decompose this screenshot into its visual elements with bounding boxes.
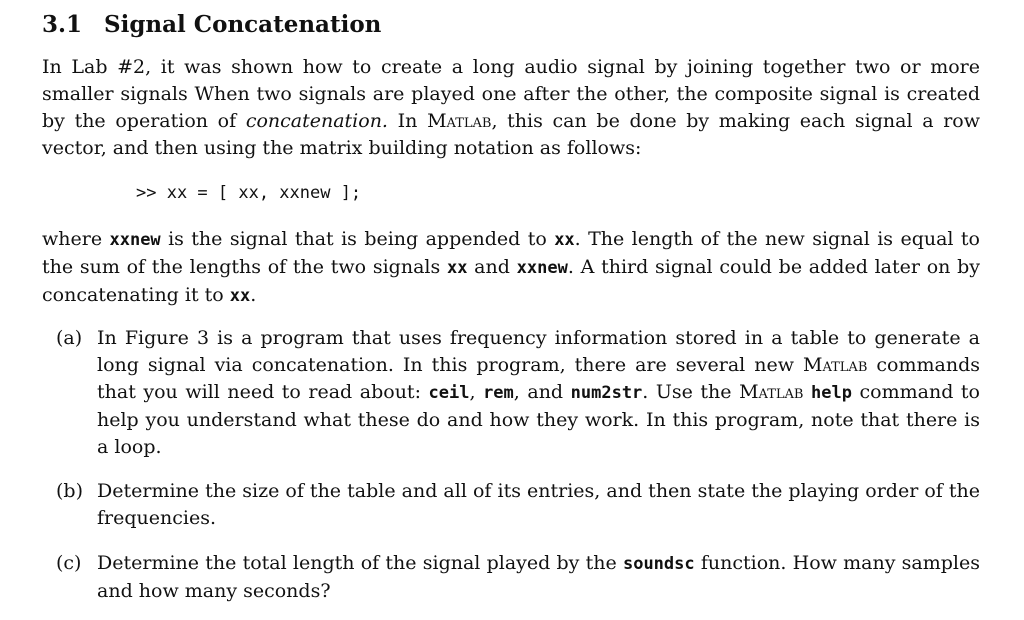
intro-text-5: , this can be done by making each signal a row vector, and then using the matrix building notation as follows: xyxy=(42,110,980,159)
after-text-3: . The length of the new signal is equal to the sum of the lengths of the two signals xyxy=(42,228,980,278)
explanation-paragraph xyxy=(42,226,980,310)
code-xxnew: xxnew xyxy=(516,258,568,278)
intro-paragraph xyxy=(42,54,980,162)
after-text-6: . xyxy=(250,284,257,306)
code-xx: xx xyxy=(554,230,575,250)
after-text-2: is the signal that is being appended to xyxy=(160,228,555,250)
code-help: help xyxy=(811,383,852,403)
intro-matlab: Matlab xyxy=(427,110,492,132)
code-ceil: ceil xyxy=(428,383,470,403)
section-heading xyxy=(42,10,381,40)
item-text: Determine the size of the table and all of its entries, and then state the playing order of the frequencies. xyxy=(97,480,980,529)
section-number: 3.1 xyxy=(42,11,83,38)
code-xx: xx xyxy=(446,258,468,278)
item-label: (c) xyxy=(56,552,82,574)
intro-text-1: In Lab #2, it was shown how to create a long audio signal by joining together two or more smaller signals When two signals are played one after the other, the composite signal is created by the operation of xyxy=(42,56,980,132)
after-text-5: . A third signal could be added later on by concatenating it to xyxy=(42,256,980,306)
after-text-4: and xyxy=(467,256,517,278)
code-xx: xx xyxy=(229,286,251,306)
intro-text-3: In xyxy=(387,110,428,132)
item-label: (b) xyxy=(56,480,83,502)
code-soundsc: soundsc xyxy=(622,554,695,574)
code-num2str: num2str xyxy=(570,383,643,403)
item-label: (a) xyxy=(56,327,83,349)
code-xxnew: xxnew xyxy=(109,230,161,250)
item-text: Determine the total length of the signal played by the soundsc function. How many samples and how many seconds? xyxy=(97,552,980,602)
code-example: >> xx = [ xx, xxnew ]; xyxy=(136,183,362,203)
item-text: In Figure 3 is a program that uses frequency information stored in a table to generate a long signal via concatenation. In this program, there are several new Matlab commands that you will need to read about: ceil, rem, and num2str. Use the Matlab help command to help you understand what these do and how they work. In this program, note that there is a loop. xyxy=(97,327,980,458)
after-text-1: where xyxy=(42,228,110,250)
code-rem: rem xyxy=(483,383,514,403)
section-title: Signal Concatenation xyxy=(104,11,382,38)
intro-italic-term: concatenation. xyxy=(245,110,388,132)
